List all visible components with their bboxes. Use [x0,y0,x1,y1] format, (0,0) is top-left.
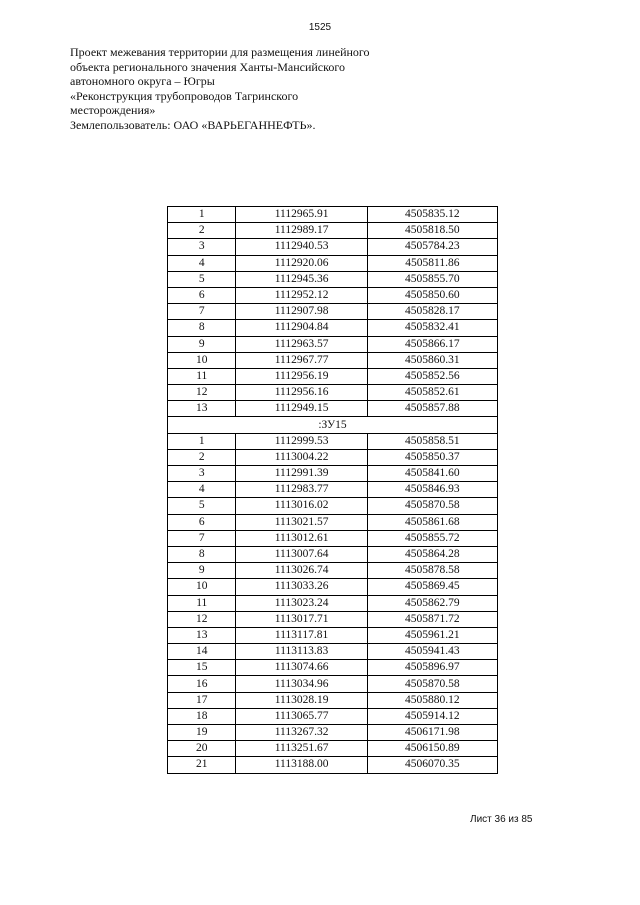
y-coordinate-cell: 4505846.93 [367,482,497,498]
y-coordinate-cell: 4505832.41 [367,320,497,336]
x-coordinate-cell: 1112949.15 [236,401,367,417]
table-row [168,546,498,562]
y-coordinate-cell: 4505880.12 [367,692,497,708]
x-coordinate-cell: 1113026.74 [236,563,367,579]
point-number-cell: 2 [168,223,236,239]
sheet-counter: Лист 36 из 85 [470,814,533,825]
table-row [168,287,498,303]
table-row [168,368,498,384]
point-number-cell: 1 [168,207,236,223]
x-coordinate-cell: 1112963.57 [236,336,367,352]
point-number-cell: 16 [168,676,236,692]
table-row [168,466,498,482]
table-row [168,627,498,643]
table-row [168,320,498,336]
page-number: 1525 [308,22,332,33]
x-coordinate-cell: 1112907.98 [236,304,367,320]
point-number-cell: 12 [168,611,236,627]
table-row [168,255,498,271]
y-coordinate-cell: 4505862.79 [367,595,497,611]
table-row [168,304,498,320]
x-coordinate-cell: 1113251.67 [236,741,367,757]
table-row [168,449,498,465]
point-number-cell: 12 [168,385,236,401]
x-coordinate-cell: 1113007.64 [236,546,367,562]
point-number-cell: 13 [168,401,236,417]
y-coordinate-cell: 4505961.21 [367,627,497,643]
table-row [168,579,498,595]
x-coordinate-cell: 1113017.71 [236,611,367,627]
x-coordinate-cell: 1113012.61 [236,530,367,546]
point-number-cell: 17 [168,692,236,708]
x-coordinate-cell: 1112952.12 [236,287,367,303]
x-coordinate-cell: 1113034.96 [236,676,367,692]
table-row [168,433,498,449]
table-row [168,223,498,239]
y-coordinate-cell: 4505866.17 [367,336,497,352]
table-row [168,692,498,708]
table-row [168,676,498,692]
y-coordinate-cell: 4505841.60 [367,466,497,482]
point-number-cell: 7 [168,304,236,320]
y-coordinate-cell: 4506150.89 [367,741,497,757]
x-coordinate-cell: 1113117.81 [236,627,367,643]
header-line: объекта регионального значения Ханты-Мансийского [70,59,345,74]
x-coordinate-cell: 1113028.19 [236,692,367,708]
table-row [168,336,498,352]
x-coordinate-cell: 1112920.06 [236,255,367,271]
x-coordinate-cell: 1112956.19 [236,368,367,384]
point-number-cell: 11 [168,595,236,611]
y-coordinate-cell: 4505850.60 [367,287,497,303]
y-coordinate-cell: 4505860.31 [367,352,497,368]
point-number-cell: 13 [168,627,236,643]
y-coordinate-cell: 4506070.35 [367,757,497,773]
point-number-cell: 6 [168,287,236,303]
x-coordinate-cell: 1112956.16 [236,385,367,401]
table-row [168,401,498,417]
point-number-cell: 19 [168,725,236,741]
y-coordinate-cell: 4505784.23 [367,239,497,255]
x-coordinate-cell: 1113065.77 [236,708,367,724]
land-user-label: Землепользователь: [70,117,171,132]
point-number-cell: 10 [168,579,236,595]
table-row [168,725,498,741]
point-number-cell: 2 [168,449,236,465]
section-label: :ЗУ15 [168,417,498,433]
point-number-cell: 20 [168,741,236,757]
header-line: автономного округа – Югры [70,74,215,89]
point-number-cell: 15 [168,660,236,676]
y-coordinate-cell: 4505852.56 [367,368,497,384]
y-coordinate-cell: 4505871.72 [367,611,497,627]
point-number-cell: 5 [168,271,236,287]
point-number-cell: 8 [168,320,236,336]
y-coordinate-cell: 4505870.58 [367,676,497,692]
table-row [168,660,498,676]
x-coordinate-cell: 1112983.77 [236,482,367,498]
header-line: «Реконструкция трубопроводов Тагринского [70,88,299,103]
x-coordinate-cell: 1113267.32 [236,725,367,741]
point-number-cell: 9 [168,563,236,579]
point-number-cell: 10 [168,352,236,368]
table-row [168,385,498,401]
header-line: Проект межевания территории для размещения линейного [70,45,370,59]
point-number-cell: 4 [168,255,236,271]
table-row [168,352,498,368]
y-coordinate-cell: 4505835.12 [367,207,497,223]
x-coordinate-cell: 1112945.36 [236,271,367,287]
x-coordinate-cell: 1113004.22 [236,449,367,465]
x-coordinate-cell: 1113033.26 [236,579,367,595]
table-row [168,271,498,287]
point-number-cell: 4 [168,482,236,498]
y-coordinate-cell: 4505828.17 [367,304,497,320]
point-number-cell: 9 [168,336,236,352]
x-coordinate-cell: 1112991.39 [236,466,367,482]
point-number-cell: 21 [168,757,236,773]
y-coordinate-cell: 4505861.68 [367,514,497,530]
x-coordinate-cell: 1113023.24 [236,595,367,611]
table-row [168,741,498,757]
y-coordinate-cell: 4505855.70 [367,271,497,287]
point-number-cell: 3 [168,239,236,255]
y-coordinate-cell: 4505811.86 [367,255,497,271]
x-coordinate-cell: 1112967.77 [236,352,367,368]
y-coordinate-cell: 4505878.58 [367,563,497,579]
x-coordinate-cell: 1112989.17 [236,223,367,239]
y-coordinate-cell: 4505850.37 [367,449,497,465]
coordinates-table-body [168,207,498,774]
y-coordinate-cell: 4505869.45 [367,579,497,595]
x-coordinate-cell: 1113016.02 [236,498,367,514]
table-row [168,757,498,773]
y-coordinate-cell: 4505858.51 [367,433,497,449]
point-number-cell: 14 [168,644,236,660]
point-number-cell: 6 [168,514,236,530]
document-header [70,45,490,133]
x-coordinate-cell: 1112999.53 [236,433,367,449]
y-coordinate-cell: 4505914.12 [367,708,497,724]
y-coordinate-cell: 4505818.50 [367,223,497,239]
table-row [168,595,498,611]
x-coordinate-cell: 1113113.83 [236,644,367,660]
table-row [168,611,498,627]
y-coordinate-cell: 4506171.98 [367,725,497,741]
table-row [168,708,498,724]
table-row [168,563,498,579]
x-coordinate-cell: 1113188.00 [236,757,367,773]
table-row [168,482,498,498]
x-coordinate-cell: 1112965.91 [236,207,367,223]
table-row [168,530,498,546]
section-row [168,417,498,433]
point-number-cell: 7 [168,530,236,546]
header-line: месторождения» [70,103,156,118]
coordinates-table [167,206,498,774]
point-number-cell: 1 [168,433,236,449]
point-number-cell: 3 [168,466,236,482]
land-user-line [70,118,490,133]
y-coordinate-cell: 4505852.61 [367,385,497,401]
point-number-cell: 18 [168,708,236,724]
y-coordinate-cell: 4505870.58 [367,498,497,514]
table-row [168,207,498,223]
x-coordinate-cell: 1113074.66 [236,660,367,676]
table-row [168,498,498,514]
y-coordinate-cell: 4505896.97 [367,660,497,676]
point-number-cell: 5 [168,498,236,514]
x-coordinate-cell: 1112940.53 [236,239,367,255]
table-row [168,239,498,255]
table-row [168,644,498,660]
land-user-value: ОАО «ВАРЬЕГАННЕФТЬ». [173,117,316,132]
x-coordinate-cell: 1112904.84 [236,320,367,336]
y-coordinate-cell: 4505855.72 [367,530,497,546]
y-coordinate-cell: 4505941.43 [367,644,497,660]
point-number-cell: 11 [168,368,236,384]
y-coordinate-cell: 4505864.28 [367,546,497,562]
table-row [168,514,498,530]
x-coordinate-cell: 1113021.57 [236,514,367,530]
y-coordinate-cell: 4505857.88 [367,401,497,417]
point-number-cell: 8 [168,546,236,562]
